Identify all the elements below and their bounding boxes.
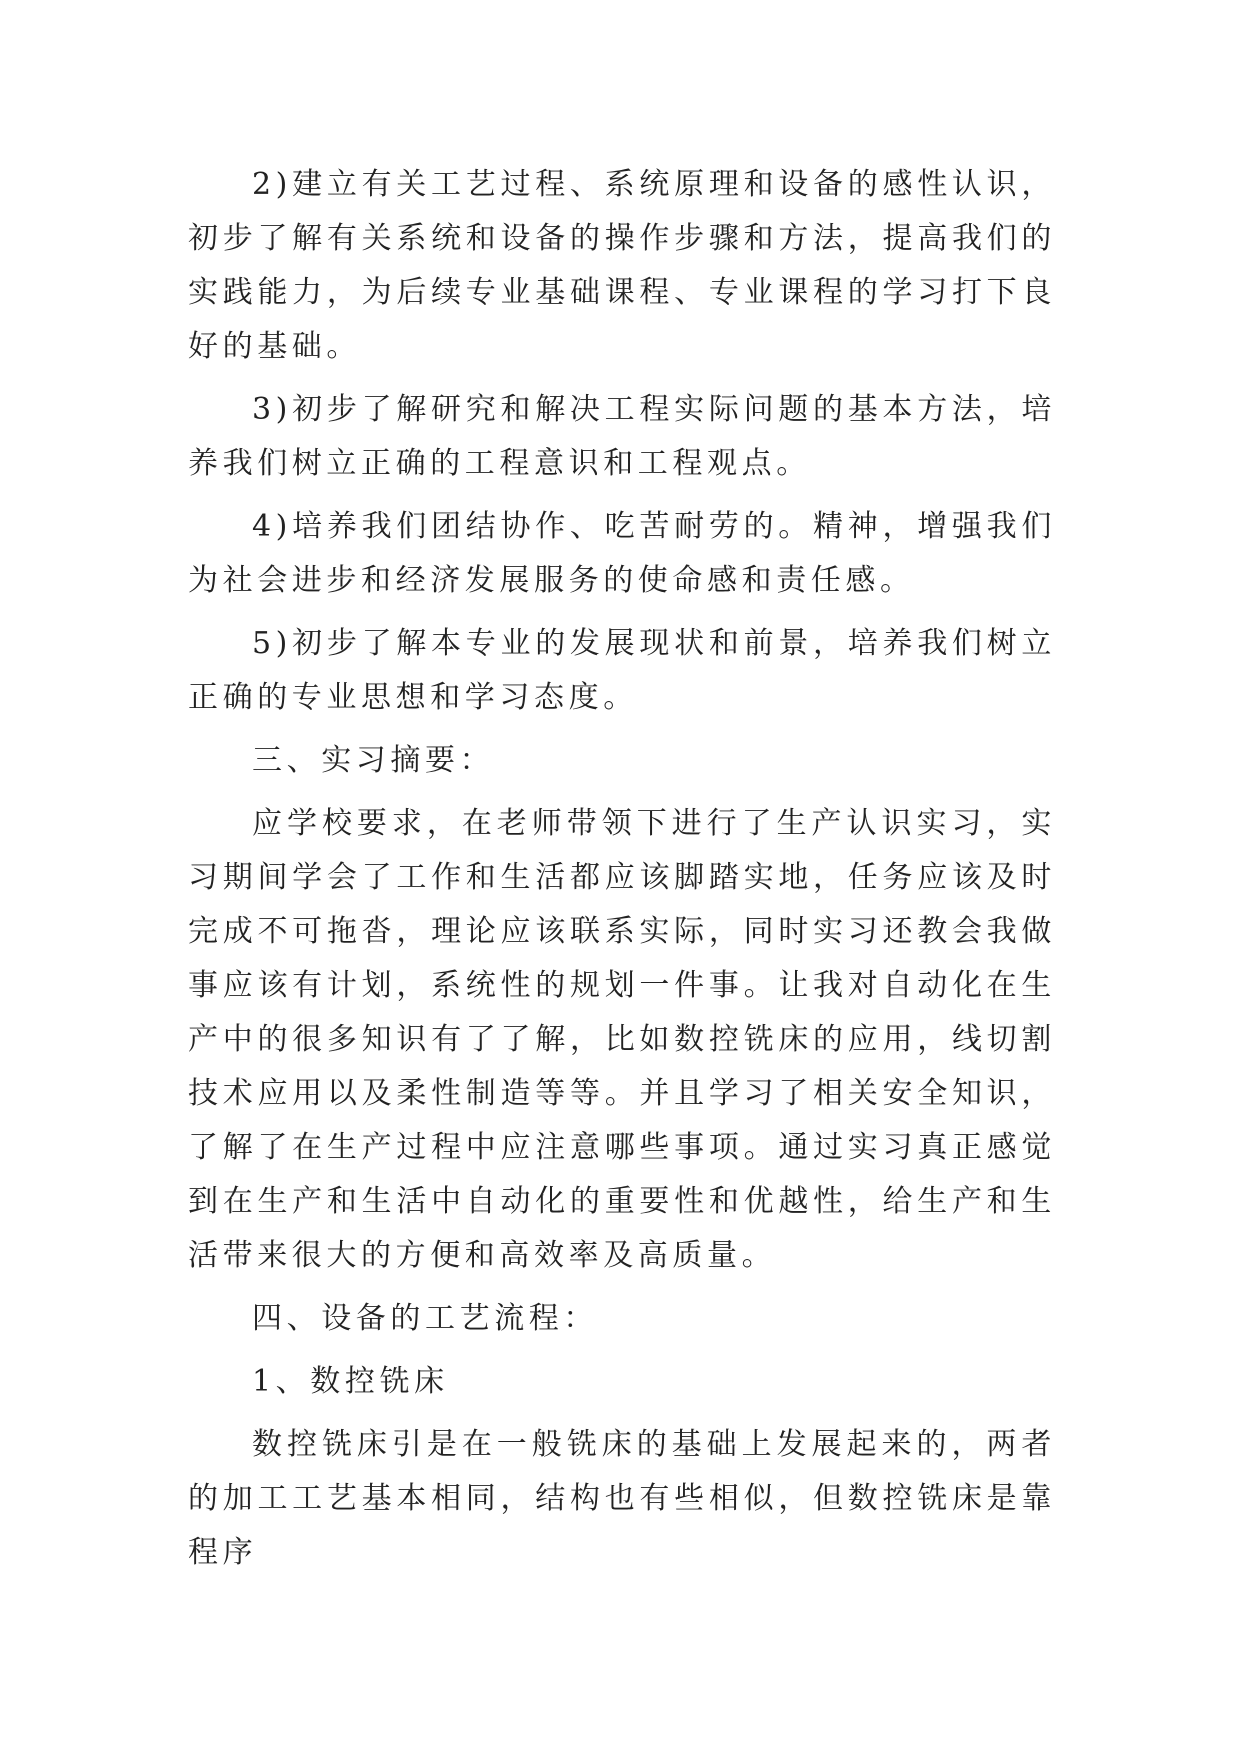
document-body bbox=[188, 158, 1056, 1589]
paragraph-objective-2: 2)建立有关工艺过程、系统原理和设备的感性认识，初步了解有关系统和设备的操作步骤和方法，提高我们的实践能力，为后续专业基础课程、专业课程的学习打下良好的基础。 bbox=[188, 167, 1056, 364]
paragraph-objective-4: 4)培养我们团结协作、吃苦耐劳的。精神，增强我们为社会进步和经济发展服务的使命感和责任感。 bbox=[188, 509, 1056, 598]
paragraph-summary: 应学校要求，在老师带领下进行了生产认识实习，实习期间学会了工作和生活都应该脚踏实地，任务应该及时完成不可拖沓，理论应该联系实际，同时实习还教会我做事应该有计划，系统性的规划一件事。让我对自动化在生产中的很多知识有了了解，比如数控铣床的应用，线切割技术应用以及柔性制造等等。并且学习了相关安全知识，了解了在生产过程中应注意哪些事项。通过实习真正感觉到在生产和生活中自动化的重要性和优越性，给生产和生活带来很大的方便和高效率及高质量。 bbox=[188, 806, 1056, 1273]
section-heading-process: 四、设备的工艺流程： bbox=[252, 1301, 598, 1336]
paragraph-objective-3: 3)初步了解研究和解决工程实际问题的基本方法，培养我们树立正确的工程意识和工程观点。 bbox=[188, 392, 1056, 481]
paragraph-objective-5: 5)初步了解本专业的发展现状和前景，培养我们树立正确的专业思想和学习态度。 bbox=[188, 626, 1056, 715]
paragraph-cnc-milling: 数控铣床引是在一般铣床的基础上发展起来的，两者的加工工艺基本相同，结构也有些相似，但数控铣床是靠程序 bbox=[188, 1427, 1056, 1570]
subheading-cnc-milling: 1、数控铣床 bbox=[252, 1364, 449, 1399]
section-heading-summary: 三、实习摘要： bbox=[252, 743, 495, 778]
